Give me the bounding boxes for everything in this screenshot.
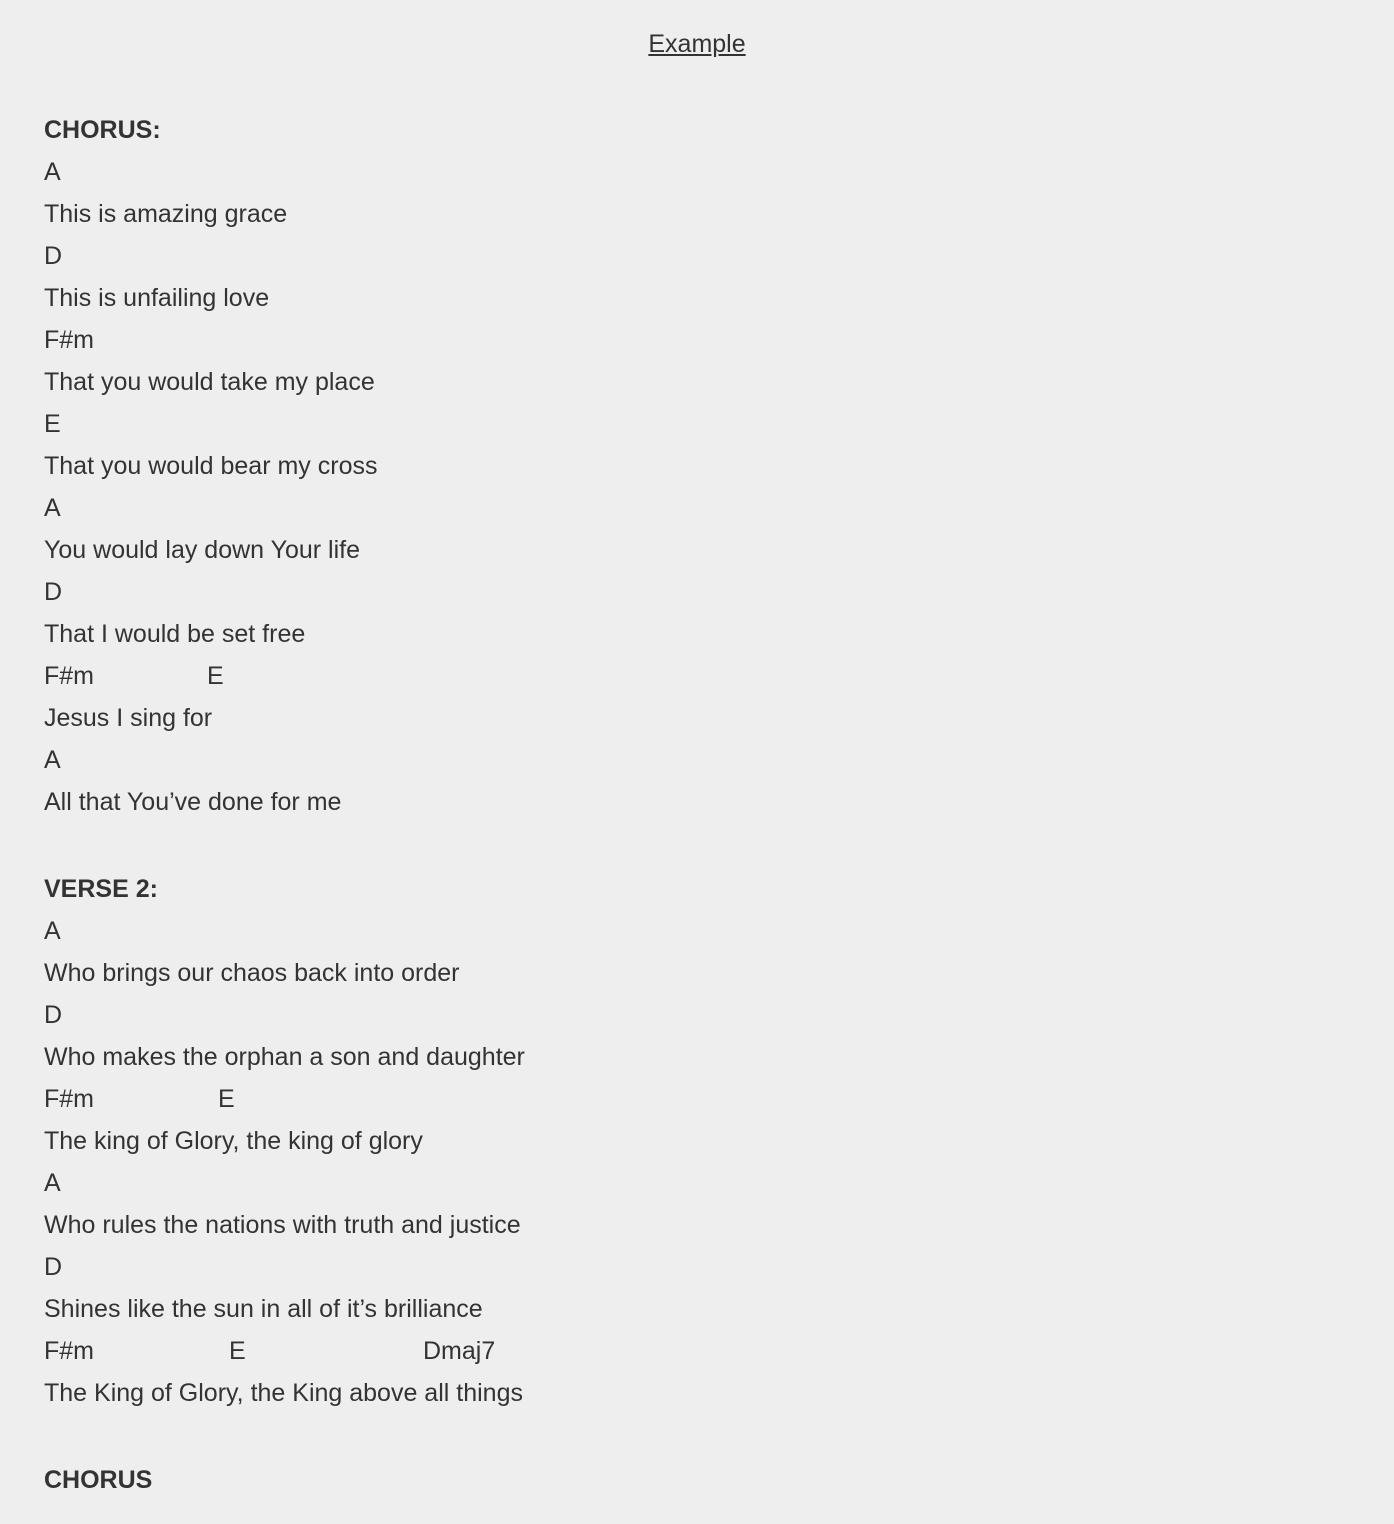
section-gap — [44, 828, 1344, 873]
chord: A — [44, 917, 61, 945]
chord-line — [44, 744, 1344, 786]
lyric-line: Who makes the orphan a son and daughter — [44, 1043, 525, 1071]
lyric-line: This is unfailing love — [44, 284, 270, 312]
chord: F#m — [44, 1337, 94, 1365]
chord-line — [44, 1335, 1344, 1377]
chord-line — [44, 1083, 1344, 1125]
chord-line — [44, 999, 1344, 1041]
lyric-line: Who brings our chaos back into order — [44, 959, 460, 987]
lyric-line: That I would be set free — [44, 620, 306, 648]
chord-line — [44, 156, 1344, 198]
chord: D — [44, 242, 63, 270]
lyric-line: You would lay down Your life — [44, 536, 360, 564]
chord-line — [44, 1167, 1344, 1209]
chord: E — [44, 410, 61, 438]
lyric-line: That you would take my place — [44, 368, 375, 396]
chord-line — [44, 915, 1344, 957]
lyric-line: All that You’ve done for me — [44, 788, 342, 816]
chord: F#m — [44, 1085, 94, 1113]
lyric-line: The King of Glory, the King above all things — [44, 1379, 523, 1407]
chord: D — [44, 578, 63, 606]
chord: A — [44, 1169, 61, 1197]
chorus-repeat-heading: CHORUS — [44, 1466, 153, 1494]
chord: F#m — [44, 326, 94, 354]
chord: A — [44, 494, 61, 522]
chord-line — [44, 240, 1344, 282]
chorus-heading: CHORUS: — [44, 116, 161, 144]
lyric-line: Jesus I sing for — [44, 704, 213, 732]
chord: E — [229, 1337, 246, 1365]
chord: D — [44, 1253, 63, 1281]
chord-line — [44, 408, 1344, 450]
chord: A — [44, 746, 61, 774]
chord-line — [44, 324, 1344, 366]
chord: E — [207, 662, 224, 690]
section-gap — [44, 1419, 1344, 1464]
song-sheet — [44, 114, 1344, 1506]
chord-line — [44, 576, 1344, 618]
lyric-line: That you would bear my cross — [44, 452, 378, 480]
chord-line — [44, 660, 1344, 702]
lyric-line: The king of Glory, the king of glory — [44, 1127, 423, 1155]
lyric-line: Shines like the sun in all of it’s brilliance — [44, 1295, 483, 1323]
chord: E — [218, 1085, 235, 1113]
chord: F#m — [44, 662, 94, 690]
verse-2-heading: VERSE 2: — [44, 875, 158, 903]
lyric-line: Who rules the nations with truth and justice — [44, 1211, 521, 1239]
chord: Dmaj7 — [423, 1337, 496, 1365]
chord-line — [44, 492, 1344, 534]
chord: A — [44, 158, 61, 186]
chord: D — [44, 1001, 63, 1029]
chord-line — [44, 1251, 1344, 1293]
lyric-line: This is amazing grace — [44, 200, 288, 228]
page-title: Example — [648, 30, 746, 58]
